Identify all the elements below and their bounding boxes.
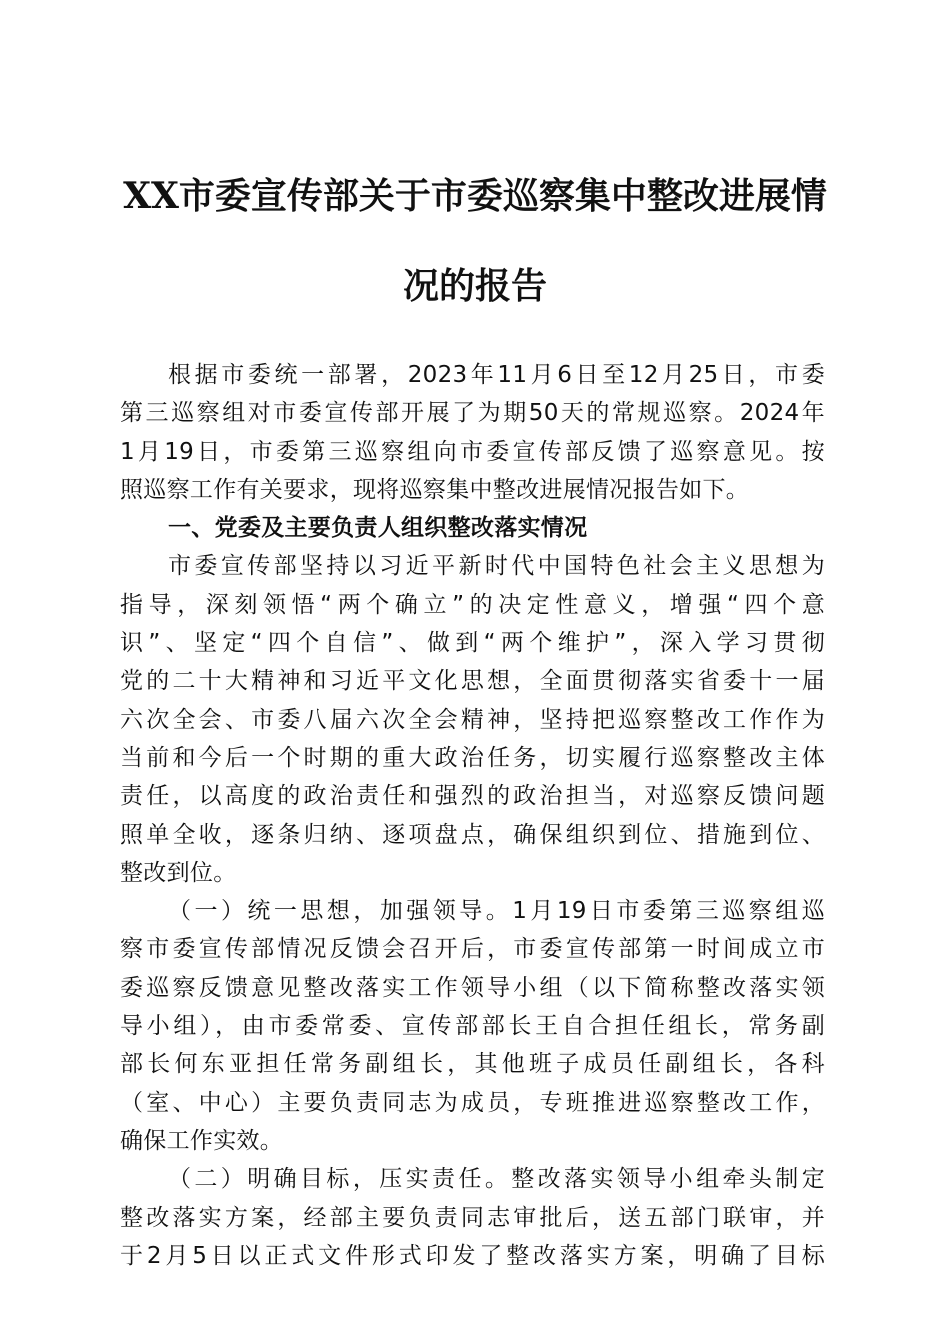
paragraph-line: 确保工作实效。 bbox=[120, 1127, 284, 1154]
paragraph-line: 当前和今后一个时期的重大政治任务，切实履行巡察整改主体 bbox=[120, 744, 825, 771]
paragraph-line: （室、中心）主要负责同志为成员，专班推进巡察整改工作， bbox=[120, 1089, 825, 1116]
paragraph-line: 识”、坚定“四个自信”、做到“两个维护”，深入学习贯彻 bbox=[120, 630, 825, 657]
paragraph-line: （一）统一思想，加强领导。1月19日市委第三巡察组巡 bbox=[168, 898, 825, 925]
paragraph-line: （二）明确目标，压实责任。整改落实领导小组牵头制定 bbox=[168, 1166, 825, 1193]
paragraph-line: 部长何东亚担任常务副组长，其他班子成员任副组长，各科 bbox=[120, 1051, 825, 1078]
paragraph-line: 委巡察反馈意见整改落实工作领导小组（以下简称整改落实领 bbox=[120, 974, 825, 1001]
paragraph-line: 市委宣传部坚持以习近平新时代中国特色社会主义思想为 bbox=[168, 553, 825, 580]
paragraph-line: 察市委宣传部情况反馈会召开后，市委宣传部第一时间成立市 bbox=[120, 936, 825, 963]
document-body bbox=[120, 356, 825, 1275]
paragraph-line: 党的二十大精神和习近平文化思想，全面贯彻落实省委十一届 bbox=[120, 668, 825, 695]
paragraph-line: 六次全会、市委八届六次全会精神，坚持把巡察整改工作作为 bbox=[120, 706, 825, 733]
paragraph-line: 于2月5日以正式文件形式印发了整改落实方案，明确了目标 bbox=[120, 1242, 825, 1269]
section-heading: 一、党委及主要负责人组织整改落实情况 bbox=[168, 515, 588, 542]
paragraph-line: 1月19日，市委第三巡察组向市委宣传部反馈了巡察意见。按 bbox=[120, 438, 825, 465]
paragraph-line: 照巡察工作有关要求，现将巡察集中整改进展情况报告如下。 bbox=[120, 476, 750, 503]
paragraph-line: 照单全收，逐条归纳、逐项盘点，确保组织到位、措施到位、 bbox=[120, 821, 825, 848]
paragraph-line: 导小组），由市委常委、宣传部部长王自合担任组长，常务副 bbox=[120, 1013, 825, 1040]
paragraph-line: 整改到位。 bbox=[120, 859, 237, 886]
paragraph-line: 指导，深刻领悟“两个确立”的决定性意义，增强“四个意 bbox=[120, 591, 825, 618]
paragraph-line: 根据市委统一部署，2023年11月6日至12月25日，市委 bbox=[168, 362, 825, 388]
document-title-line-1: XX市委宣传部关于市委巡察集中整改进展情 bbox=[123, 175, 827, 217]
paragraph-line: 第三巡察组对市委宣传部开展了为期50天的常规巡察。2024年 bbox=[120, 400, 825, 427]
paragraph-line: 整改落实方案，经部主要负责同志审批后，送五部门联审，并 bbox=[120, 1204, 825, 1231]
document-title-line-2: 况的报告 bbox=[402, 265, 547, 307]
paragraph-line: 责任，以高度的政治责任和强烈的政治担当，对巡察反馈问题 bbox=[120, 783, 825, 810]
